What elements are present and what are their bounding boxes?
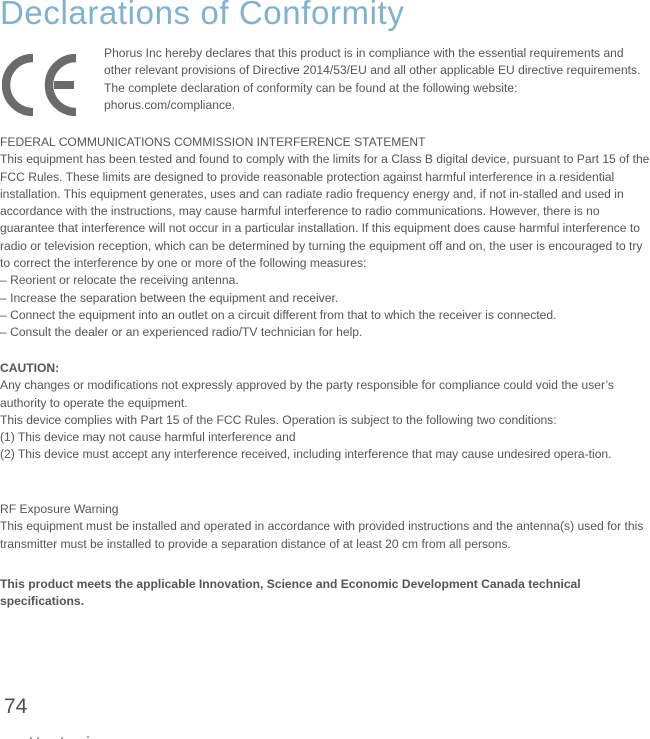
caution-paragraph: Any changes or modifications not expressly approved by the party responsible for compliance could void the user’s authority to operate the equipment. xyxy=(0,378,614,410)
eu-declaration-text: Phorus Inc hereby declares that this product is in compliance with the essential requirements and other relevant provisions of Directive 2014/53/EU and all other applicable EU directive requirements. The complete declaration of conformity can be found at the following website: phorus.com/compliance. xyxy=(104,46,641,113)
fcc-measure: – Increase the separation between the equipment and receiver. xyxy=(0,290,339,305)
caution-section xyxy=(0,360,650,464)
caution-heading: CAUTION: xyxy=(0,361,60,375)
footer-dot xyxy=(87,736,89,738)
fcc-heading: FEDERAL COMMUNICATIONS COMMISSION INTERFERENCE STATEMENT xyxy=(0,135,426,149)
fcc-measure: – Connect the equipment into an outlet on a circuit different from that to which the receiver is connected. xyxy=(0,307,557,322)
rf-heading: RF Exposure Warning xyxy=(0,502,119,516)
condition-item: (2) This device must accept any interference received, including interference that may cause undesired opera-tion. xyxy=(0,447,612,462)
fcc-paragraph: This equipment has been tested and found to comply with the limits for a Class B digital device, pursuant to Part 15 of the FCC Rules. These limits are designed to provide reasonable protection against harmful interference in a residential installation. This equipment generates, uses and can radiate radio frequency energy and, if not in-stalled and used in accordance with the instructions, may cause harmful interference to radio communications. However, there is no guarantee that interference will not occur in a particular installation. If this equipment does cause harmful interference to radio or television reception, which can be determined by turning the equipment off and on, the user is encouraged to try to correct the interference by one or more of the following measures: xyxy=(0,152,650,271)
page-title: Declarations of Conformity xyxy=(0,0,405,31)
fcc-measure: – Consult the dealer or an experienced radio/TV technician for help. xyxy=(0,325,363,340)
ce-mark-e-bar xyxy=(54,81,74,89)
page-number: 74 xyxy=(4,695,28,718)
ce-mark-c xyxy=(6,58,33,112)
part15-statement: This device complies with Part 15 of the FCC Rules. Operation is subject to the following two conditions: xyxy=(0,412,557,427)
ce-mark-icon xyxy=(2,54,80,116)
footer-dots-decoration xyxy=(28,733,98,739)
fcc-measure: – Reorient or relocate the receiving antenna. xyxy=(0,273,239,288)
rf-paragraph: This equipment must be installed and operated in accordance with provided instructions and the antenna(s) used for this transmitter must be installed to provide a separation distance of at least 20 cm from all persons. xyxy=(0,519,644,551)
condition-item: (1) This device may not cause harmful interference and xyxy=(0,430,296,445)
ised-statement: This product meets the applicable Innovation, Science and Economic Development Canada technical specifications. xyxy=(0,577,581,609)
fcc-statement-section xyxy=(0,134,650,342)
rf-exposure-section xyxy=(0,501,650,553)
ised-section xyxy=(0,576,650,611)
